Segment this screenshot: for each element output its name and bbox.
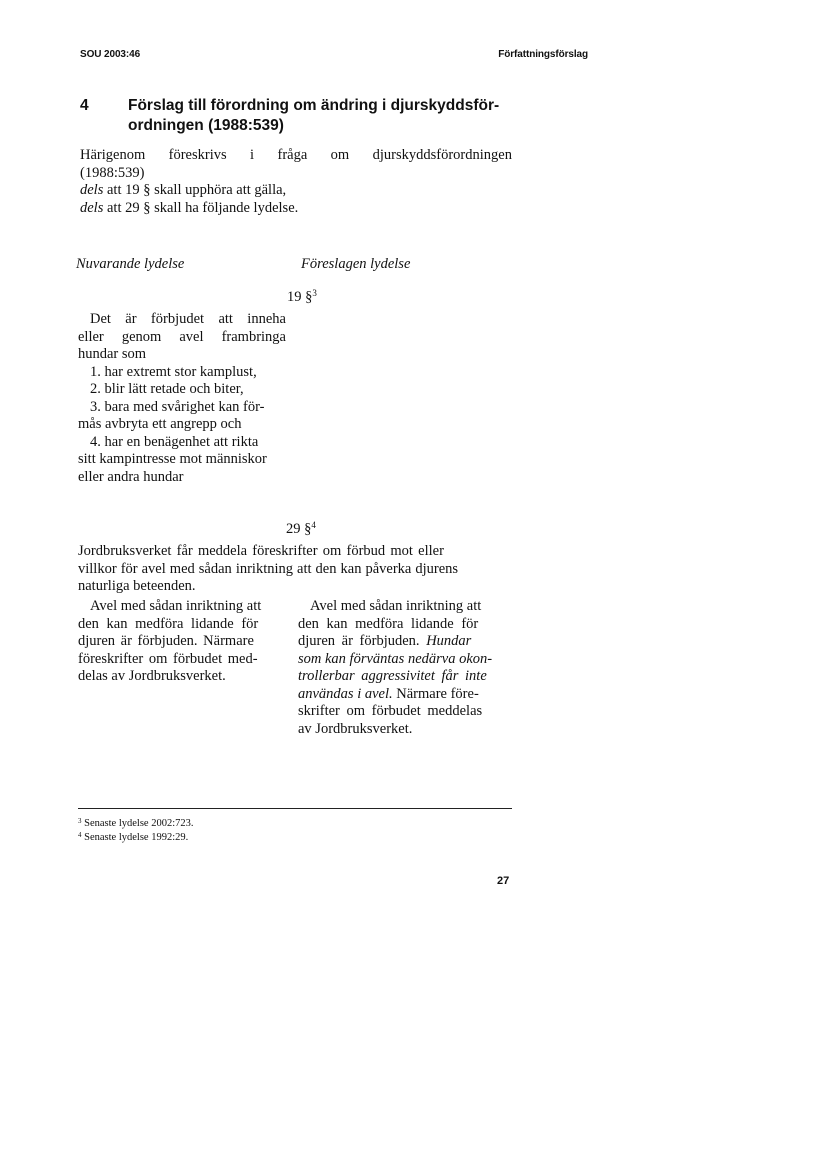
paragraph-29-proposed-text: [298, 598, 512, 738]
word: inneha: [247, 311, 286, 327]
intro-line: (1988:539): [80, 164, 145, 181]
text-line: föreskrifter om förbudet med-: [78, 650, 258, 667]
paragraph-29-label: [286, 520, 316, 538]
text-line: sitt kampintresse mot människor: [78, 451, 267, 467]
footnote: [78, 829, 188, 844]
word: avel: [179, 328, 204, 345]
text-line: [298, 633, 512, 651]
text-line: [298, 651, 512, 669]
word: förbjudet: [150, 311, 205, 327]
paragraph-29-current-text: [78, 598, 288, 686]
amended-text: som kan förväntas nedärva okon-: [298, 650, 493, 667]
column-heading-proposed: Föreslagen lydelse: [301, 256, 411, 272]
footnote: [78, 815, 193, 830]
paragraph-29-common-text: [78, 543, 512, 596]
section-title-line: ordningen (1988:539): [128, 117, 284, 134]
footnote-ref: 4: [311, 520, 316, 530]
text-line: delas av Jordbruksverket.: [78, 668, 226, 684]
text-line: [78, 311, 286, 329]
amended-text: trollerbar aggressivitet får inte: [298, 668, 487, 684]
text-line: mås avbryta ett angrepp och: [78, 416, 242, 432]
intro-dels-line: [80, 182, 512, 200]
list-item: 3. bara med svårighet kan för-: [90, 398, 265, 415]
list-item: 4. har en benägenhet att rikta: [90, 433, 259, 450]
column-heading-current: Nuvarande lydelse: [76, 256, 185, 272]
word: eller: [78, 328, 104, 345]
paragraph-19-label: [287, 288, 317, 306]
intro-dels-line: [80, 200, 512, 218]
text-line: hundar som: [78, 346, 147, 362]
amended-text: användas i avel.: [298, 685, 393, 702]
text-line: villkor för avel med sådan inriktning att den kan påverka djurens: [78, 560, 459, 577]
intro-paragraph: [80, 147, 512, 217]
text-line: [298, 668, 512, 686]
word: frambringa: [221, 328, 286, 345]
paragraph-19-current-text: [78, 311, 286, 486]
text-line: den kan medföra lidande för: [78, 615, 259, 632]
footnote-number: 4: [78, 831, 82, 839]
text-line: eller andra hundar: [78, 468, 184, 485]
footnote-text: Senaste lydelse 2002:723.: [81, 818, 194, 829]
text-line: Avel med sådan inriktning att: [310, 598, 482, 614]
text-line: [78, 329, 286, 347]
intro-line: [80, 147, 512, 165]
text-run: Närmare före-: [392, 685, 479, 702]
footnote-divider: [78, 808, 512, 809]
word: är: [125, 311, 137, 327]
word: Härigenom: [80, 147, 146, 163]
word: Det: [90, 311, 111, 327]
list-item: 2. blir lätt retade och biter,: [90, 381, 244, 397]
section-title-line: Förslag till förordning om ändring i djurskyddsför-: [128, 97, 500, 114]
text-line: naturliga beteenden.: [78, 578, 196, 594]
text-line: skrifter om förbudet meddelas: [298, 703, 483, 719]
paragraph-label: 29 §: [286, 521, 312, 537]
section-number: 4: [80, 97, 89, 114]
dels-italic: dels: [80, 199, 104, 216]
dels-italic: dels: [80, 182, 104, 198]
text-line: av Jordbruksverket.: [298, 720, 413, 737]
word: föreskrivs: [168, 147, 227, 163]
text-line: [298, 686, 512, 704]
section-title: [128, 96, 528, 136]
footnote-text: Senaste lydelse 1992:29.: [81, 832, 189, 843]
text-line: Avel med sådan inriktning att: [90, 598, 262, 614]
text-run: djuren är förbjuden.: [298, 633, 427, 649]
running-header-left: SOU 2003:46: [80, 49, 141, 60]
list-item: 1. har extremt stor kamplust,: [90, 363, 257, 380]
dels-text: att 19 § skall upphöra att gälla,: [103, 182, 287, 198]
text-line: den kan medföra lidande för: [298, 615, 479, 632]
text-line: Jordbruksverket får meddela föreskrifter om förbud mot eller: [78, 543, 444, 559]
text-line: djuren är förbjuden. Närmare: [78, 633, 254, 649]
footnote-number: 3: [78, 817, 82, 825]
word: i: [250, 147, 255, 163]
running-header-right: Författningsförslag: [498, 49, 588, 60]
footnote-ref: 3: [312, 288, 317, 298]
word: djurskyddsförordningen: [372, 147, 512, 163]
word: om: [330, 147, 350, 163]
word: fråga: [277, 147, 308, 163]
paragraph-label: 19 §: [287, 289, 313, 305]
word: att: [218, 311, 233, 327]
amended-text: Hundar: [426, 633, 472, 649]
dels-text: att 29 § skall ha följande lydelse.: [103, 199, 299, 216]
word: genom: [121, 328, 162, 345]
page-number: 27: [497, 875, 510, 887]
